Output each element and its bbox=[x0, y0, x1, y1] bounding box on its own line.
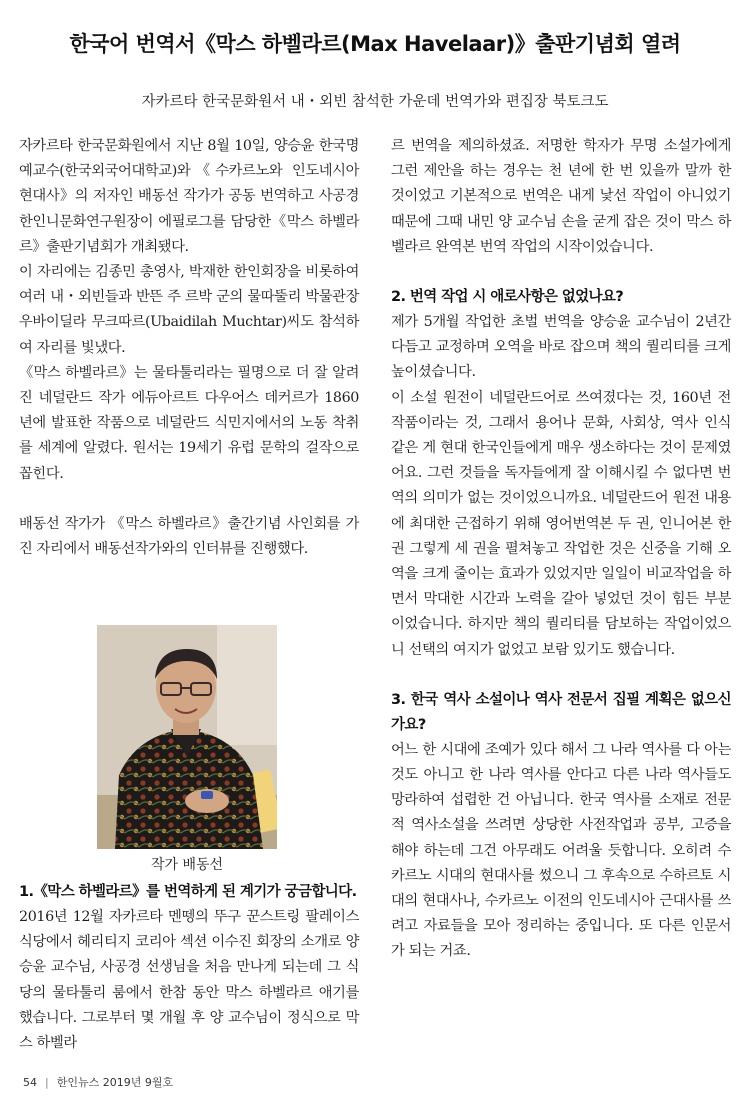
body-paragraph: 르 번역을 제의하셨죠. 저명한 학자가 무명 소설가에게 그런 제안을 하는 경우는 천 년에 한 번 있을까 말까 한 것이었고 기본적으로 번역은 내게 낯선 작업이 아니었기 때문에 그때 내민 양 교수님 손을 굳게 잡은 것이 막스 하벨라르 완역본 번역 작업의 시작이었습니다. bbox=[391, 138, 731, 255]
article-subtitle: 자카르타 한국문화원서 내・외빈 참석한 가운데 번역가와 편집장 북토크도 bbox=[141, 94, 609, 110]
page-footer bbox=[23, 1074, 173, 1090]
publication-name: 한인뉴스 2019년 9월호 bbox=[56, 1076, 174, 1089]
left-column bbox=[19, 134, 359, 562]
left-column-bottom bbox=[19, 880, 359, 1056]
question-heading-1: 1.《막스 하벨라르》를 번역하게 된 계기가 궁금합니다. bbox=[19, 884, 357, 900]
right-column bbox=[391, 134, 731, 965]
answer-paragraph: 제가 5개월 작업한 초벌 번역을 양승윤 교수님이 2년간 다듬고 교정하며 오역을 바로 잡으며 책의 퀄리티를 크게 높이셨습니다. bbox=[391, 314, 731, 381]
author-photo bbox=[97, 625, 277, 849]
photo-caption: 작가 배동선 bbox=[150, 857, 224, 873]
footer-separator: | bbox=[45, 1076, 49, 1089]
body-paragraph: 자카르타 한국문화원에서 지난 8월 10일, 양승윤 한국명예교수(한국외국어대학교)와《수카르노와 인도네시아 현대사》의 저자인 배동선 작가가 공동 번역하고 사공경 한인니문화연구원장이 에필로그를 담당한《막스 하벨라르》출판기념회가 개최됐다. bbox=[19, 138, 359, 255]
answer-paragraph: 2016년 12월 자카르타 멘뗑의 뚜구 꾼스트링 팔레이스 식당에서 헤리티지 코리아 섹션 이수진 회장의 소개로 양승윤 교수님, 사공경 선생님을 처음 만나게 되는데 그 식당의 물타툴리 룸에서 한참 동안 막스 하벨라르 애기를 했습니다. 그로부터 몇 개월 후 양 교수님이 정식으로 막스 하벨라 bbox=[19, 909, 359, 1052]
body-paragraph: 《막스 하벨라르》는 물타툴리라는 필명으로 더 잘 알려진 네덜란드 작가 에듀아르트 다우어스 데커르가 1860년에 발표한 작품으로 네덜란드 식민지에서의 노동 착취를 세계에 알렸다. 원서는 19세기 유럽 문학의 걸작으로 꼽힌다. bbox=[19, 364, 359, 482]
body-paragraph: 이 자리에는 김종민 총영사, 박재한 한인회장을 비롯하여 여러 내・외빈들과 반뜬 주 르박 군의 물따뚤리 박물관장 우바이딜라 무크따르(Ubaidilah Muchtar)씨도 참석하여 자리를 빛냈다. bbox=[19, 264, 359, 356]
question-heading-2: 2. 번역 작업 시 애로사항은 없었나요? bbox=[391, 289, 624, 306]
answer-paragraph: 어느 한 시대에 조예가 있다 해서 그 나라 역사를 다 아는 것도 아니고 한 나라 역사를 안다고 다른 나라 역사들도 망라하여 섭렵한 건 아닙니다. 한국 역사를 소재로 전문적 역사소설을 쓰려면 상당한 사전작업과 공부, 고증을 해야 하는데 그건 아무래도 어려울 듯합니다. 오히려 수카르노 시대의 현대사를 썼으니 그 후속으로 수하르토 시대의 현대사나, 수카르노 이전의 인도네시아 근대사를 쓰려고 자료들을 모아 정리하는 중입니다. 또 다른 인문서가 되는 거죠. bbox=[391, 741, 731, 960]
page-number: 54 bbox=[23, 1076, 37, 1089]
answer-paragraph: 이 소설 원전이 네덜란드어로 쓰여졌다는 것, 160년 전 작품이라는 것, 그래서 용어나 문화, 사회상, 역사 인식 같은 게 현대 한국인들에게 매우 생소하다는 것이 문제였어요. 그런 것들을 독자들에게 잘 이해시킬 수 없다면 번역의 의미가 없는 것이었으니까요. 네덜란드어 원전 내용에 최대한 근접하기 위해 영어번역본 두 권, 인니어본 한 권 그렇게 세 권을 펼쳐놓고 작업한 것은 신중을 기해 오역을 크게 줄이는 효과가 있었지만 일일이 비교작업을 하면서 막대한 시간과 노력을 갈아 넣었던 것이 힘든 부분이었습니다. 하지만 책의 퀄리티를 담보하는 작업이었으니 선택의 여지가 없었고 보람 있기도 했습니다. bbox=[391, 389, 731, 658]
question-heading-3: 3. 한국 역사 소설이나 역사 전문서 집필 계획은 없으신가요? bbox=[391, 691, 731, 733]
article-title: 한국어 번역서《막스 하벨라르(Max Havelaar)》출판기념회 열려 bbox=[69, 32, 681, 56]
interview-intro: 배동선 작가가 《막스 하벨라르》출간기념 사인회를 가진 자리에서 배동선작가와의 인터뷰를 진행했다. bbox=[19, 515, 359, 558]
author-photo-figure bbox=[97, 625, 277, 874]
